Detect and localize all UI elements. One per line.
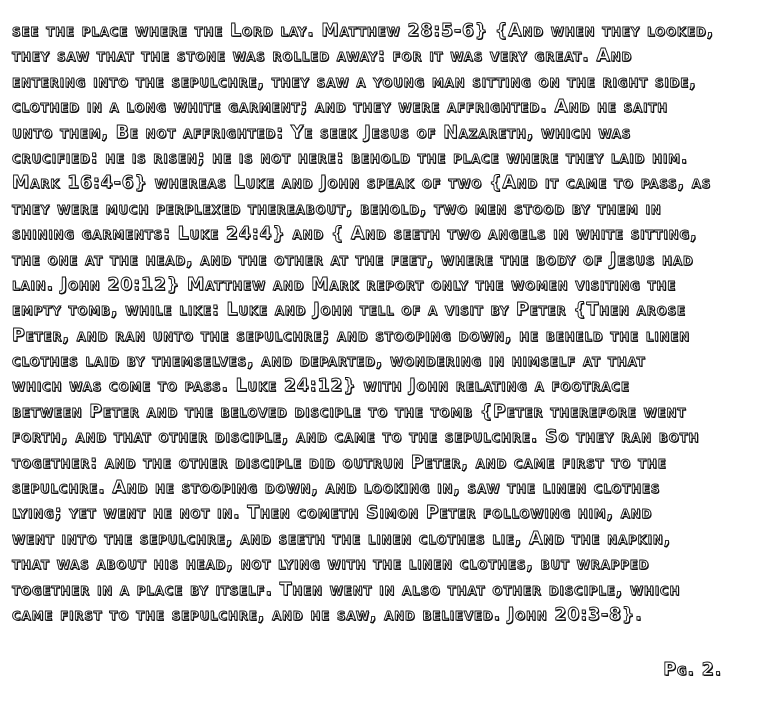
text-line: clothed in a long white garment; and they were affrighted. And he saith	[12, 97, 668, 118]
text-line: went into the sepulchre, and seeth the linen clothes lie, And the napkin,	[12, 528, 671, 549]
text-line: they were much perplexed thereabout, behold, two men stood by them in	[12, 198, 662, 219]
text-line: together: and the other disciple did outrun Peter, and came first to the	[12, 452, 667, 473]
text-line: forth, and that other disciple, and came to the sepulchre. So they ran both	[12, 427, 700, 448]
text-line: entering into the sepulchre, they saw a young man sitting on the right side,	[12, 71, 697, 92]
text-line: came first to the sepulchre, and he saw, and believed. John 20:3-8}.	[12, 604, 643, 625]
text-line: shining garments: Luke 24:4} and { And seeth two angels in white sitting,	[12, 224, 698, 245]
text-line: Mark 16:4-6} whereas Luke and John speak of two {And it came to pass, as	[12, 173, 712, 194]
text-line: sepulchre. And he stooping down, and looking in, saw the linen clothes	[12, 478, 661, 499]
text-line: they saw that the stone was rolled away: for it was very great. And	[12, 46, 633, 67]
page-number: Pg. 2.	[663, 660, 722, 680]
text-line: clothes laid by themselves, and departed, wondering in himself at that	[12, 351, 646, 372]
text-line: the one at the head, and the other at the feet, where the body of Jesus had	[12, 249, 694, 270]
text-line: Peter, and ran unto the sepulchre; and stooping down, he beheld the linen	[12, 325, 690, 346]
text-line: lying; yet went he not in. Then cometh Simon Peter following him, and	[12, 503, 653, 524]
text-line: together in a place by itself. Then went in also that other disciple, which	[12, 579, 681, 600]
text-line: lain. John 20:12} Matthew and Mark report only the women visiting the	[12, 274, 677, 295]
text-line: which was come to pass. Luke 24:12} with John relating a footrace	[12, 376, 630, 397]
text-line: crucified: he is risen; he is not here: behold the place where they laid him.	[12, 147, 689, 168]
text-line: that was about his head, not lying with the linen clothes, but wrapped	[12, 554, 650, 575]
body-text	[12, 19, 762, 628]
text-line: unto them, Be not affrighted: Ye seek Jesus of Nazareth, which was	[12, 122, 632, 143]
text-line: between Peter and the beloved disciple to the tomb {Peter therefore went	[12, 401, 687, 422]
text-line: see the place where the Lord lay. Matthew 28:5-6} {And when they looked,	[12, 21, 715, 41]
text-line: empty tomb, while like: Luke and John tell of a visit by Peter {Then arose	[12, 300, 686, 321]
